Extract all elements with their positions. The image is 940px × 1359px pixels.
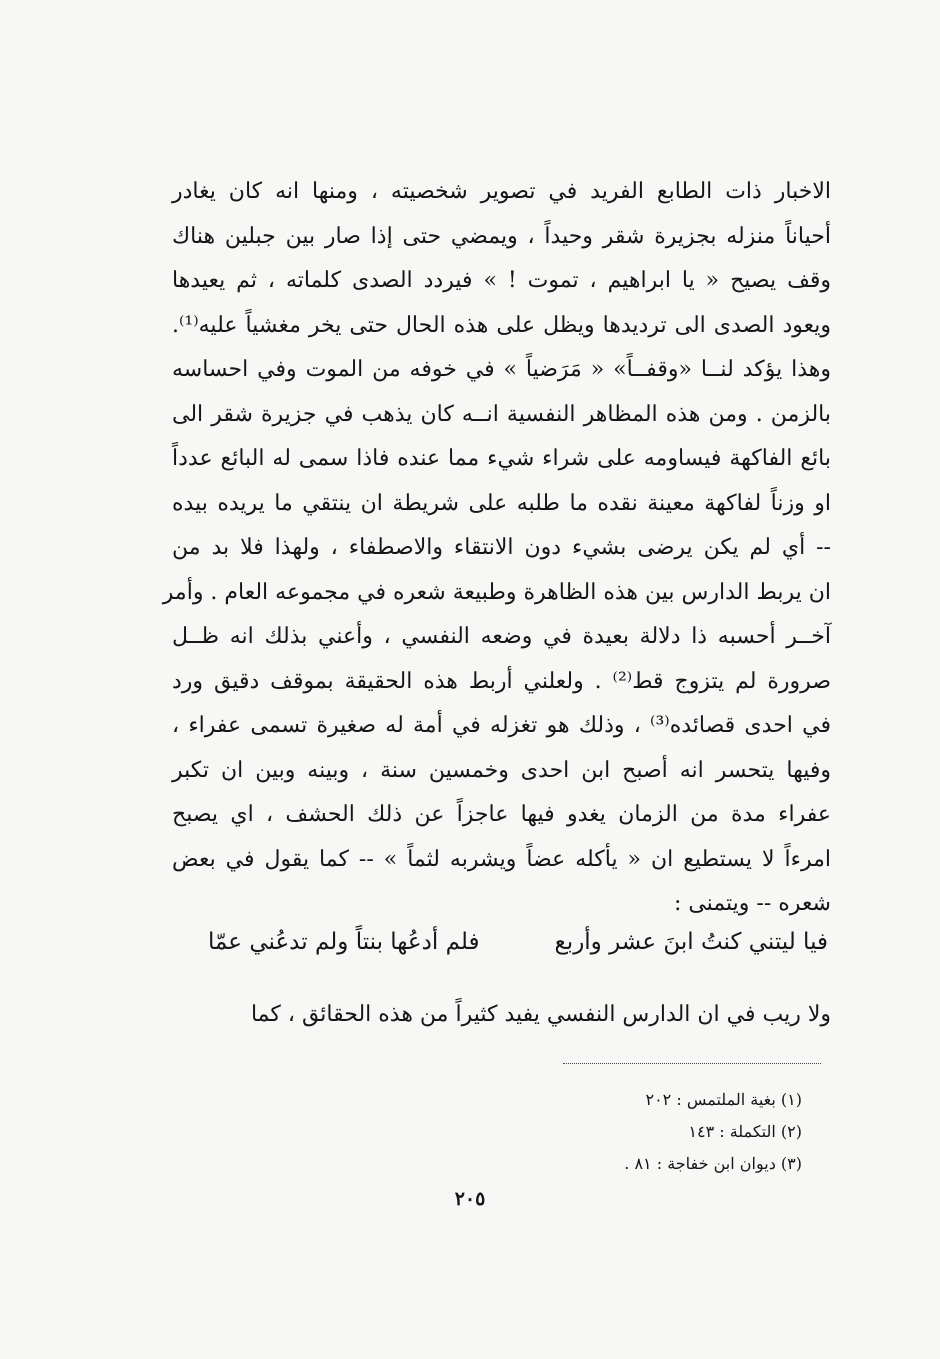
- text-line: وفيها يتحسر انه أصبح ابن احدى وخمسين سنة ، وبينه وبين ان تكبر: [172, 757, 831, 783]
- text-line: امرءاً لا يستطيع ان « يأكله عضاً ويشربه لثماً » -- كما يقول في بعض: [172, 846, 831, 872]
- text-line: -- أي لم يكن يرضى بشيء دون الانتقاء والاصطفاء ، ولهذا فلا بد من: [172, 535, 831, 560]
- text-line: في احدى قصائده⁽³⁾ ، وذلك هو تغزله في أمة له صغيرة تسمى عفراء ،: [172, 713, 831, 738]
- footnotes: [624, 1084, 802, 1180]
- text-line: وهذا يؤكد لنــا «وقفــاً» « مَرَضياً » في خوفه من الموت وفي احساسه: [172, 357, 831, 382]
- text-line: ان يربط الدارس بين هذه الظاهرة وطبيعة شعره في مجموعه العام . وأمر: [162, 579, 831, 605]
- page-number: ٢٠٥: [454, 1188, 486, 1210]
- footnote-1: (١) بغية الملتمس : ٢٠٢: [645, 1090, 802, 1109]
- footnote-3: (٣) ديوان ابن خفاجة : ٨١ .: [624, 1154, 802, 1173]
- text-line: ويعود الصدى الى ترديدها ويظل على هذه الحال حتى يخر مغشياً عليه⁽¹⁾.: [172, 312, 831, 338]
- text-line: او وزناً لفاكهة معينة نقده ما طلبه على شريطة ان ينتقي ما يريده بيده: [172, 490, 831, 516]
- continuation-line: ولا ريب في ان الدارس النفسي يفيد كثيراً من هذه الحقائق ، كما: [250, 1002, 831, 1027]
- text-line: بالزمن . ومن هذه المظاهر النفسية انــه كان يذهب في جزيرة شقر الى: [172, 401, 831, 427]
- body-paragraph: [162, 170, 831, 927]
- text-line: صرورة لم يتزوج قط⁽²⁾ . ولعلني أربط هذه الحقيقة بموقف دقيق ورد: [172, 668, 831, 694]
- text-line: وقف يصيح « يا ابراهيم ، تموت ! » فيردد الصدى كلماته ، ثم يعيدها: [172, 268, 831, 293]
- verse-first-hemistich: فيا ليتني كنتُ ابنَ عشر وأربع: [554, 929, 828, 955]
- footnote-separator: [563, 1063, 821, 1064]
- text-line-last: شعره -- ويتمنى :: [673, 891, 831, 916]
- text-line: أحياناً منزله بجزيرة شقر وحيداً ، ويمضي حتى إذا صار بين جبلين هناك: [172, 223, 831, 249]
- poetry-verse: [208, 920, 828, 964]
- text-line: بائع الفاكهة فيساومه على شراء شيء مما عنده فاذا سمى له البائع عدداً: [172, 446, 831, 471]
- text-line: عفراء مدة من الزمان يغدو فيها عاجزاً عن ذلك الحشف ، اي يصبح: [172, 802, 831, 827]
- verse-second-hemistich: فلم أدعُها بنتاً ولم تدعُني عمّا: [208, 929, 480, 955]
- text-line: آخــر أحسبه ذا دلالة بعيدة في وضعه النفسي ، وأعني بذلك انه ظــل: [172, 624, 831, 649]
- footnote-2: (٢) التكملة : ١٤٣: [688, 1122, 802, 1141]
- text-line: الاخبار ذات الطابع الفريد في تصوير شخصيته ، ومنها انه كان يغادر: [172, 179, 831, 204]
